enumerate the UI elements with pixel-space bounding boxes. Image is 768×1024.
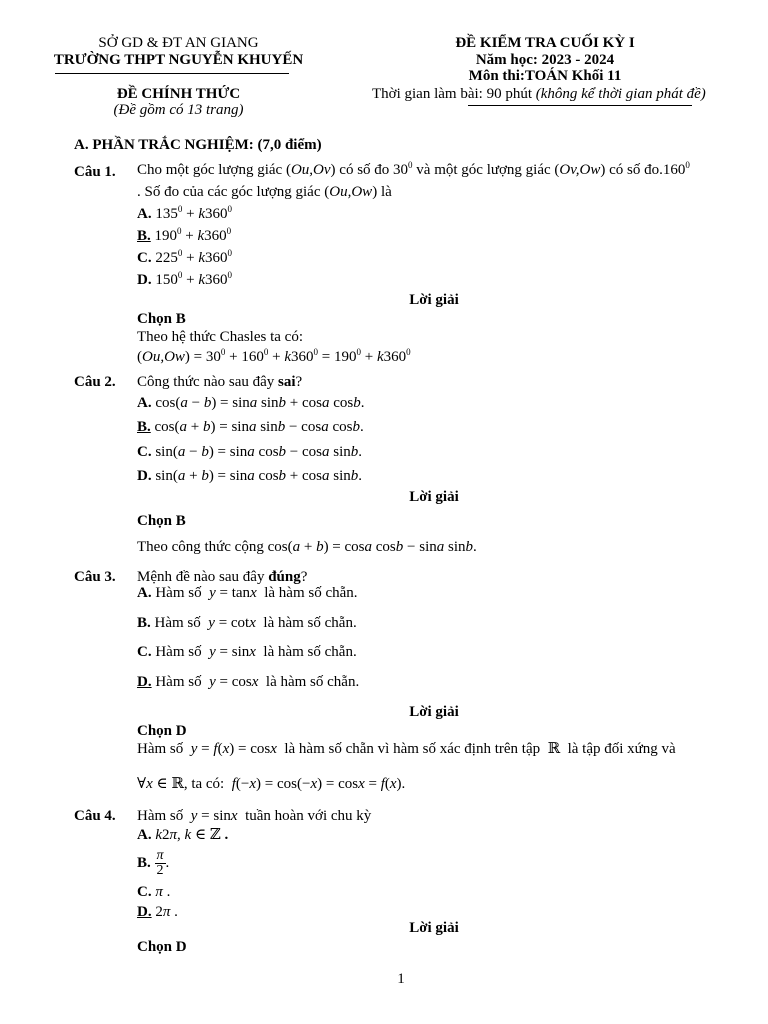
q1-option-b[interactable]: B. $190^0 + k360^0$ <box>137 226 232 244</box>
q3-answer: Chọn D <box>137 723 187 739</box>
q2-option-d[interactable]: D. sin(a + b) = sina cosb + cosa sinb. <box>137 468 363 484</box>
q1-option-a[interactable]: A. $135^0 + k360^0$ <box>137 204 232 222</box>
exam-duration: Thời gian làm bài: 90 phút (không kể thời gian phát đề) <box>372 86 706 102</box>
exam-title: ĐỀ KIỂM TRA CUỐI KỲ I <box>455 35 635 51</box>
school-underline <box>55 73 289 74</box>
q3-number: Câu 3. <box>74 569 116 585</box>
q2-answer: Chọn B <box>137 513 186 529</box>
q1-number: Câu 1. <box>74 164 116 180</box>
school-name: TRƯỜNG THPT NGUYỄN KHUYẾN <box>53 52 304 68</box>
q4-option-b[interactable]: B. $\frac{\pi}{2}$ . <box>137 848 170 878</box>
q4-option-d[interactable]: D. 2π . <box>137 904 178 920</box>
q2-explanation: Theo công thức cộng cos(a + b) = cosa cosb − sina sinb. <box>137 539 477 555</box>
q3-option-d[interactable]: D. Hàm số y = cosx là hàm số chẵn. <box>137 674 360 690</box>
q2-option-b[interactable]: B. cos(a + b) = sina sinb − cosa cosb. <box>137 419 364 435</box>
q1-stem: Cho một góc lượng giác (Ou,Ov) có số đo $30^0$ và một góc lượng giác (Ov,Ow) có số đo.160$^0$ <box>137 160 690 178</box>
exam-subject: Môn thi:TOÁN Khối 11 <box>468 68 622 84</box>
duration-underline <box>468 105 692 106</box>
q4-answer: Chọn D <box>137 939 187 955</box>
q1-explanation: Theo hệ thức Chasles ta có: <box>137 329 303 345</box>
q4-solution-heading: Lời giải <box>409 920 459 936</box>
q4-option-a[interactable]: A. k2π, k ∈ ℤ . <box>137 827 229 843</box>
q2-solution-heading: Lời giải <box>409 489 459 505</box>
q1-option-d[interactable]: D. $150^0 + k360^0$ <box>137 270 232 288</box>
q2-stem: Công thức nào sau đây sai? <box>137 374 303 390</box>
q3-option-a[interactable]: A. Hàm số y = tanx là hàm số chẵn. <box>137 585 358 601</box>
q3-option-c[interactable]: C. Hàm số y = sinx là hàm số chẵn. <box>137 644 357 660</box>
q3-explanation: Hàm số y = f(x) = cosx là hàm số chẵn vì hàm số xác định trên tập ℝ là tập đối xứng và <box>137 741 676 757</box>
q4-stem: Hàm số y = sinx tuần hoàn với chu kỳ <box>137 808 372 824</box>
section-title: A. PHẦN TRẮC NGHIỆM: (7,0 điểm) <box>74 137 322 153</box>
q1-answer: Chọn B <box>137 311 186 327</box>
q2-option-a[interactable]: A. cos(a − b) = sina sinb + cosa cosb. <box>137 395 365 411</box>
q3-option-b[interactable]: B. Hàm số y = cotx là hàm số chẵn. <box>137 615 357 631</box>
q3-explanation-2: ∀x ∈ ℝ, ta có: f(−x) = cos(−x) = cosx = f(x). <box>137 776 406 792</box>
school-year: Năm học: 2023 - 2024 <box>475 52 615 68</box>
q3-solution-heading: Lời giải <box>409 704 459 720</box>
q1-solution-heading: Lời giải <box>409 292 459 308</box>
q3-stem: Mệnh đề nào sau đây đúng? <box>137 569 308 585</box>
q1-stem-2: . Số đo của các góc lượng giác (Ou,Ow) là <box>137 184 392 200</box>
page-count-note: (Đề gồm có 13 trang) <box>113 102 244 118</box>
q4-option-c[interactable]: C. π . <box>137 884 171 900</box>
q1-option-c[interactable]: C. $225^0 + k360^0$ <box>137 248 232 266</box>
q2-number: Câu 2. <box>74 374 116 390</box>
q2-option-c[interactable]: C. sin(a − b) = sina cosb − cosa sinb. <box>137 444 363 460</box>
official-label: ĐỀ CHÍNH THỨC <box>116 86 241 102</box>
department-name: SỞ GD & ĐT AN GIANG <box>98 35 259 51</box>
page-number: 1 <box>397 971 405 987</box>
q1-formula: $(Ou,Ow) = 30^0 + 160^0 + k360^0 = 190^0 + k360^0$ <box>137 347 411 365</box>
q4-number: Câu 4. <box>74 808 116 824</box>
